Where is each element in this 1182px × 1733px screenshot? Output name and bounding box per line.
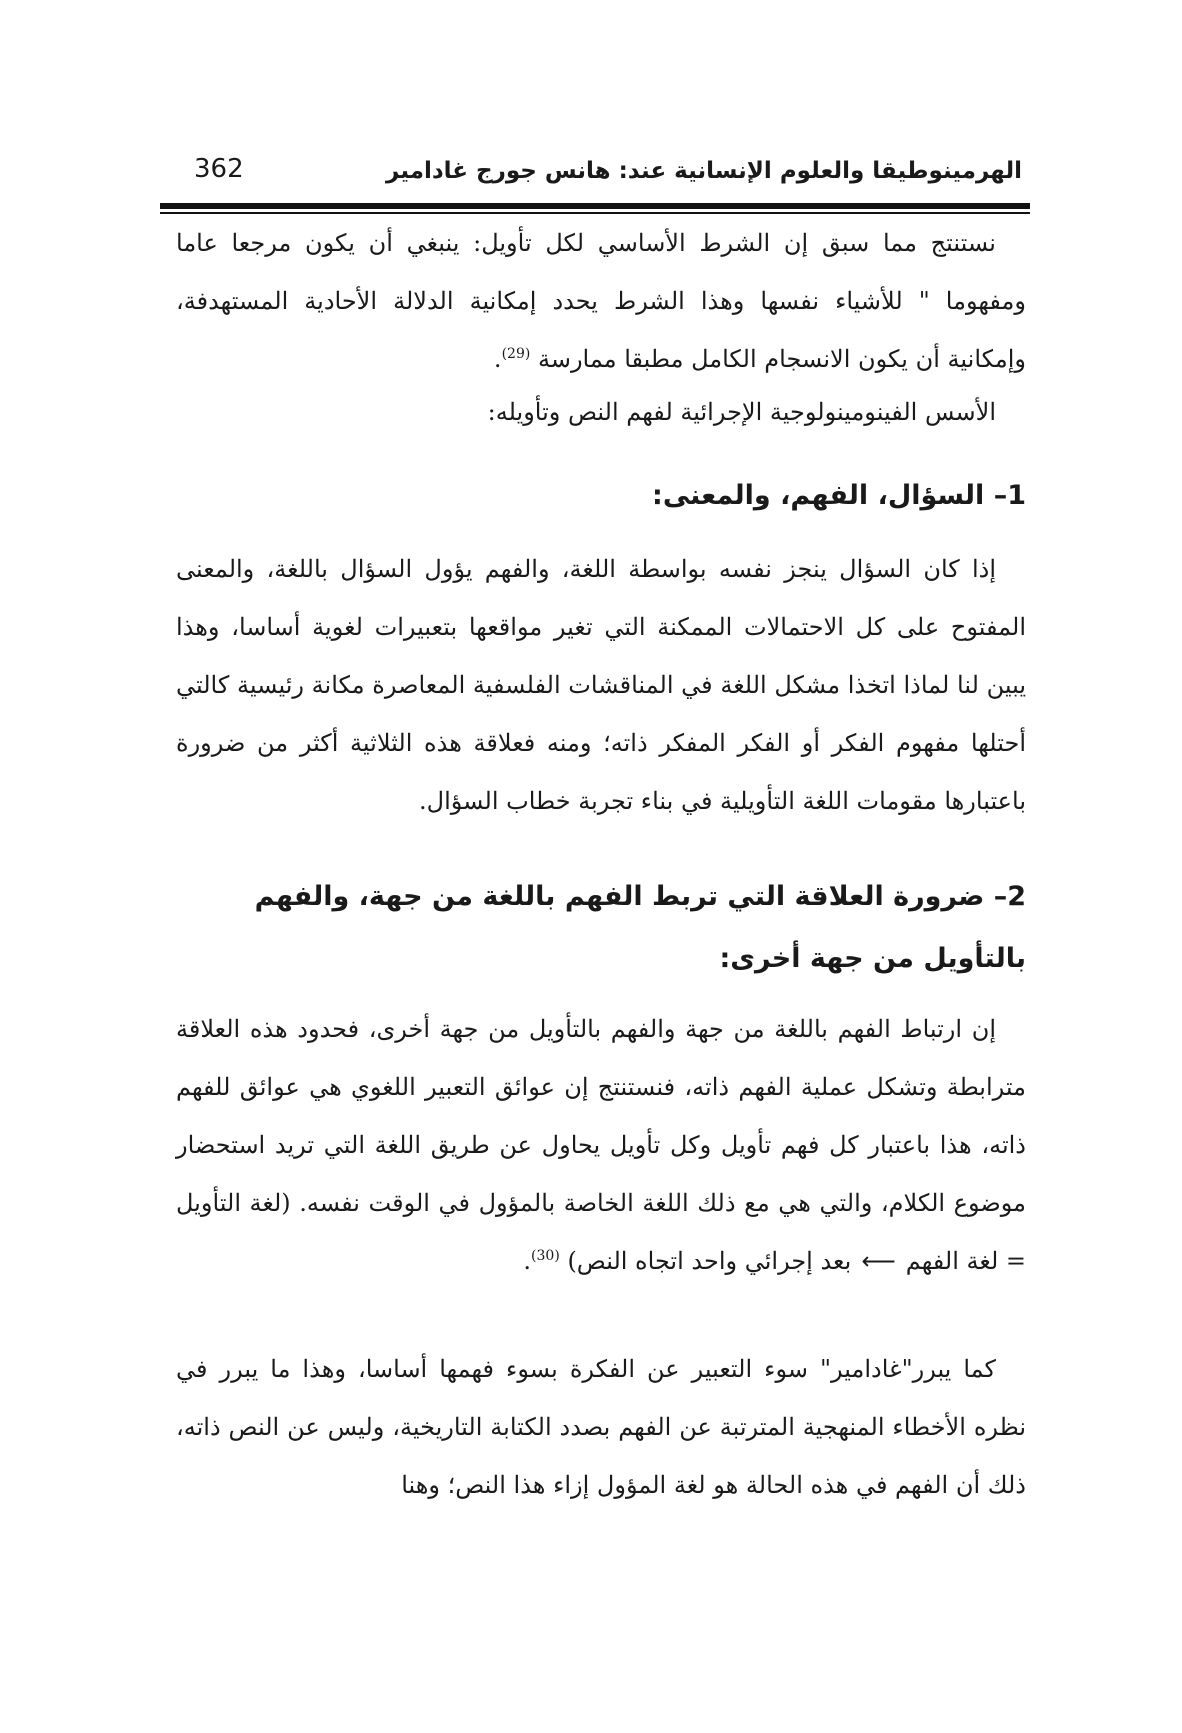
section-heading-1: 1– السؤال، الفهم، والمعنى: <box>652 480 1026 511</box>
paragraph-4 <box>176 1000 1026 1290</box>
paragraph-4-text: إن ارتباط الفهم باللغة من جهة والفهم بالتأويل من جهة أخرى، فحدود هذه العلاقة مترابطة وتشكل عملية الفهم ذاته، فنستنتج إن عوائق التعبير اللغوي هي عوائق للفهم ذاته، هذا باعتبار كل فهم تأويل وكل تأويل يحاول عن طريق اللغة التي تريد استحضار موضوع الكلام، والتي هي مع ذلك اللغة الخاصة بالمؤول في الوقت نفسه. (لغة التأويل = لغة الفهم <box>176 1015 1027 1275</box>
paragraph-1-end: . <box>493 345 502 373</box>
page-header <box>160 152 1022 202</box>
paragraph-5: كما يبرر"غادامير" سوء التعبير عن الفكرة بسوء فهمها أساسا، وهذا ما يبرر في نظره الأخطاء المنهجية المترتبة عن الفهم بصدد الكتابة التاريخية، وليس عن النص ذاته، ذلك أن الفهم في هذه الحالة هو لغة المؤول إزاء هذا النص؛ وهنا <box>176 1355 1026 1499</box>
paragraph-1-text: نستنتج مما سبق إن الشرط الأساسي لكل تأويل: ينبغي أن يكون مرجعا عاما ومفهوما " للأشياء نفسها وهذا الشرط يحدد إمكانية الدلالة الأحادية المستهدفة، وإمكانية أن يكون الانسجام الكامل مطبقا ممارسة <box>176 229 1026 373</box>
section-heading-2: 2– ضرورة العلاقة التي تربط الفهم باللغة من جهة، والفهم بالتأويل من جهة أخرى: <box>254 881 1026 974</box>
header-rule-thick <box>160 203 1030 209</box>
footnote-ref-29: (29) <box>501 346 531 362</box>
paragraph-4-end: . <box>523 1247 532 1275</box>
paragraph-1 <box>176 214 1026 388</box>
paragraph-3: إذا كان السؤال ينجز نفسه بواسطة اللغة، والفهم يؤول السؤال باللغة، والمعنى المفتوح على كل الاحتمالات الممكنة التي تغير مواقعها بتعبيرات لغوية أساسا، وهذا يبين لنا لماذا اتخذا مشكل اللغة في المناقشات الفلسفية المعاصرة مكانة رئيسية كالتي أحتلها مفهوم الفكر أو الفكر المفكر ذاته؛ ومنه فعلاقة هذه الثلاثية أكثر من ضرورة باعتبارها مقومات اللغة التأويلية في بناء تجربة خطاب السؤال. <box>176 555 1027 815</box>
arrow-icon: ⟵ <box>861 1247 896 1275</box>
footnote-ref-30: (30) <box>531 1248 560 1264</box>
paragraph-4-tail: بعد إجرائي واحد اتجاه النص) <box>567 1247 852 1275</box>
running-title: الهرمينوطيقا والعلوم الإنسانية عند: هانس جورج غادامير <box>386 158 1022 184</box>
page-number: 362 <box>194 154 244 184</box>
paragraph-2: الأسس الفينومينولوجية الإجرائية لفهم النص وتأويله: <box>487 398 996 426</box>
